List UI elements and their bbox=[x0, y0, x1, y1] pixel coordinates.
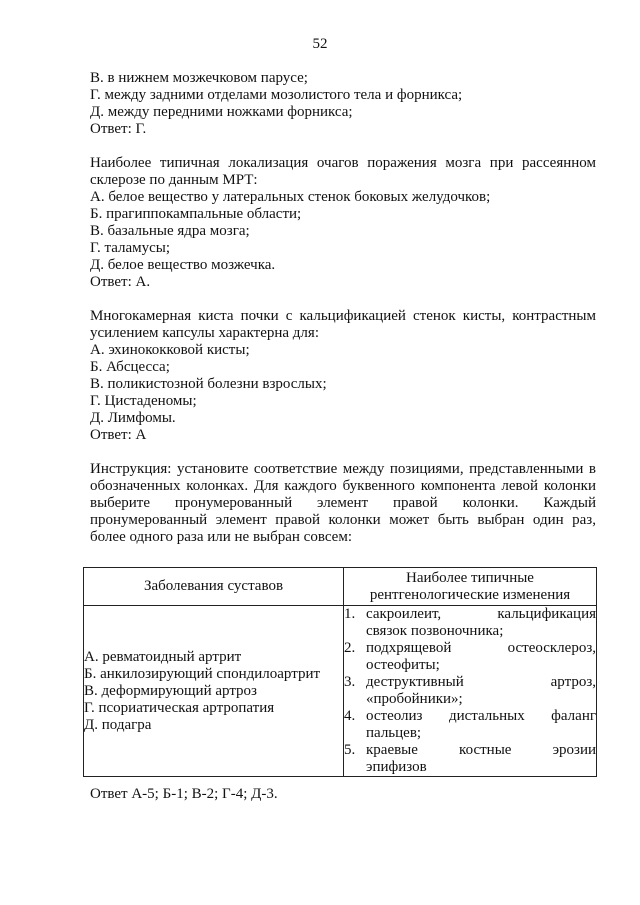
item-text-line: подхрящевой остеосклероз, bbox=[366, 640, 596, 656]
item-number: 1. bbox=[344, 606, 356, 622]
option-d: Д. белое вещество мозжечка. bbox=[90, 257, 276, 273]
item-text-line: эпифизов bbox=[366, 759, 427, 775]
instruction-paragraph: Инструкция: установите соответствие между позициями, представленными в обозначенных колонках. Для каждого буквенного компонента левой колонки выберите пронумерованный элемент правой колонки. Каждый пронумерованный элемент правой колонки может быть выбран один раз, более одного раза или не выбран совсем: bbox=[90, 461, 596, 545]
option-d: Д. Лимфомы. bbox=[90, 410, 176, 426]
list-item: В. деформирующий артроз bbox=[84, 682, 257, 699]
question-text-line: Наиболее типичная локализация очагов поражения мозга при рассеянном bbox=[90, 155, 596, 171]
question-1-tail bbox=[90, 70, 596, 138]
header-right-line: рентгенологические изменения bbox=[369, 586, 571, 603]
document-body bbox=[90, 70, 596, 546]
table-header-left: Заболевания суставов bbox=[84, 568, 344, 606]
question-2 bbox=[90, 155, 596, 291]
header-right-line: Наиболее типичные bbox=[406, 569, 534, 586]
table-header-row bbox=[84, 568, 597, 606]
list-item bbox=[344, 606, 596, 640]
list-item bbox=[344, 674, 596, 708]
item-text-line: деструктивный артроз, bbox=[366, 674, 596, 690]
option-g: Г. между задними отделами мозолистого тела и форникса; bbox=[90, 87, 463, 103]
option-v: В. базальные ядра мозга; bbox=[90, 223, 250, 239]
list-item: Б. анкилозирующий спондилоартрит bbox=[84, 665, 321, 682]
list-item: А. ревматоидный артрит bbox=[84, 648, 242, 665]
answer: Ответ: А bbox=[90, 427, 147, 443]
list-item: Д. подагра bbox=[84, 716, 152, 733]
question-3 bbox=[90, 308, 596, 444]
option-b: Б. прагиппокампальные области; bbox=[90, 206, 302, 222]
item-text-line: остеофиты; bbox=[366, 657, 440, 673]
item-text-line: связок позвоночника; bbox=[366, 623, 504, 639]
matching-table bbox=[83, 567, 597, 777]
final-answer: Ответ А-5; Б-1; В-2; Г-4; Д-3. bbox=[90, 786, 278, 802]
answer: Ответ: Г. bbox=[90, 121, 147, 137]
table-body-row bbox=[84, 606, 597, 777]
option-b: Б. Абсцесса; bbox=[90, 359, 170, 375]
item-text-line: краевые костные эрозии bbox=[366, 742, 596, 758]
list-item bbox=[344, 640, 596, 674]
item-number: 3. bbox=[344, 674, 356, 690]
question-text-line: усилением капсулы характерна для: bbox=[90, 325, 319, 341]
option-a: А. эхинококковой кисты; bbox=[90, 342, 250, 358]
question-text-line: Многокамерная киста почки с кальцификацией стенок кисты, контрастным bbox=[90, 308, 596, 324]
item-text-line: сакроилеит, кальцификация bbox=[366, 606, 596, 622]
question-text-line: склерозе по данным МРТ: bbox=[90, 172, 258, 188]
option-a: А. белое вещество у латеральных стенок боковых желудочков; bbox=[90, 189, 491, 205]
item-number: 2. bbox=[344, 640, 356, 656]
item-number: 4. bbox=[344, 708, 356, 724]
xray-changes-cell bbox=[344, 606, 597, 777]
page-number: 52 bbox=[312, 36, 328, 52]
item-number: 5. bbox=[344, 742, 356, 758]
option-g: Г. Цистаденомы; bbox=[90, 393, 197, 409]
item-text-line: «пробойники»; bbox=[366, 691, 463, 707]
item-text-line: остеолиз дистальных фаланг bbox=[366, 708, 596, 724]
list-item: Г. псориатическая артропатия bbox=[84, 699, 275, 716]
option-v: В. в нижнем мозжечковом парусе; bbox=[90, 70, 308, 86]
table-header-right bbox=[344, 568, 597, 606]
item-text-line: пальцев; bbox=[366, 725, 422, 741]
option-g: Г. таламусы; bbox=[90, 240, 171, 256]
option-d: Д. между передними ножками форникса; bbox=[90, 104, 353, 120]
list-item bbox=[344, 708, 596, 742]
diseases-cell bbox=[84, 606, 344, 777]
list-item bbox=[344, 742, 596, 776]
option-v: В. поликистозной болезни взрослых; bbox=[90, 376, 327, 392]
answer: Ответ: А. bbox=[90, 274, 151, 290]
